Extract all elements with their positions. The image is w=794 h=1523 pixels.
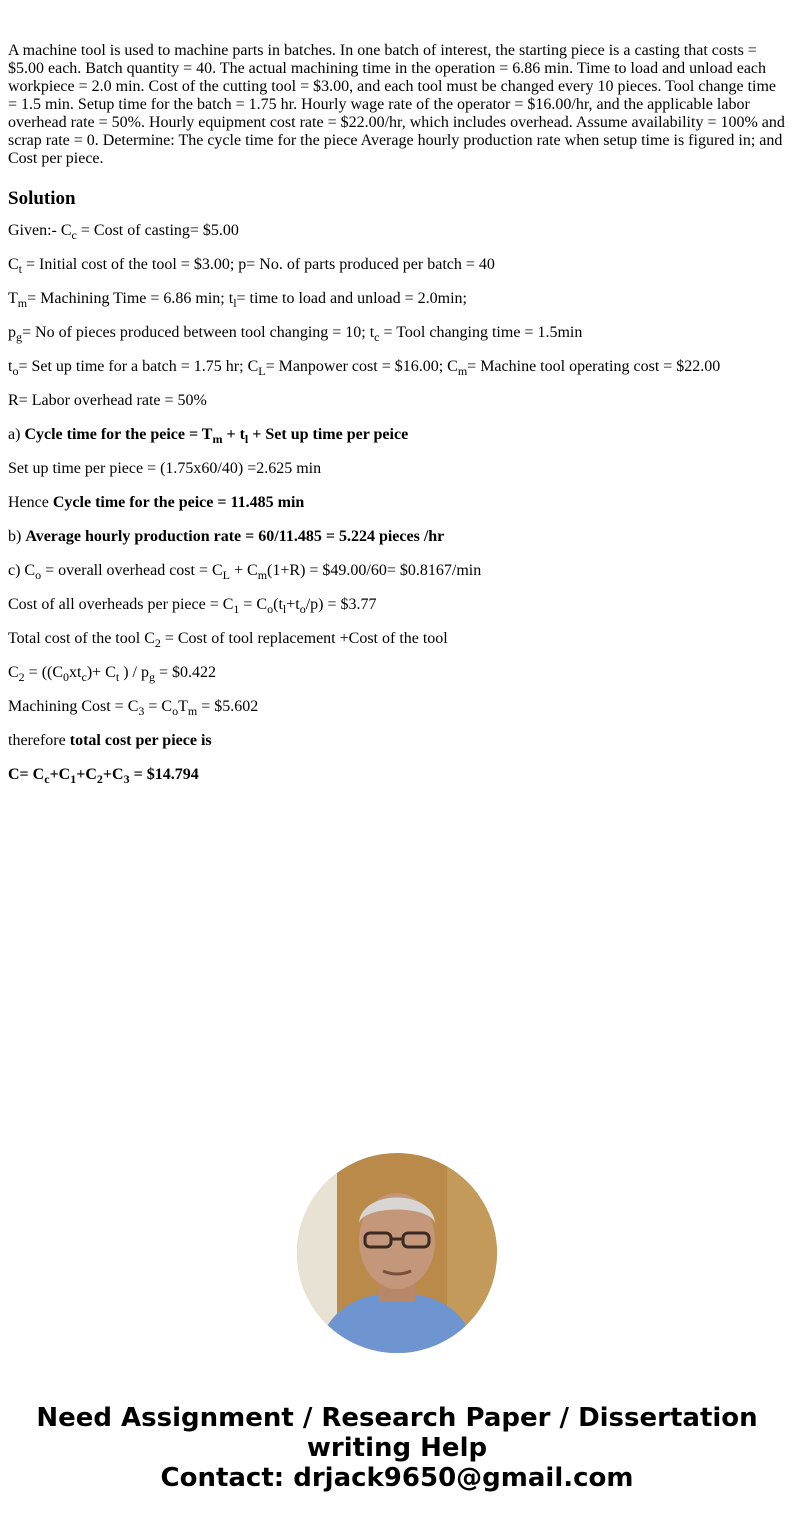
part-a-result: Hence Cycle time for the peice = 11.485 min bbox=[8, 494, 305, 511]
problem-statement: A machine tool is used to machine parts in batches. In one batch of interest, the starting piece is a casting that costs = $5.00 each. Batch quantity = 40. The actual machining time in the operation = 6.86 min. Time to load and unload each workpiece = 2.0 min. Cost of the cutting tool = $3.00, and each tool must be changed every 10 pieces. Tool change time = 1.5 min. Setup time for the batch = 1.75 hr. Hourly wage rate of the operator = $16.00/hr, and the applicable labor overhead rate = 50%. Hourly equipment cost rate = $22.00/hr, which includes overhead. Assume availability = 100% and scrap rate = 0. Determine: The cycle time for the piece Average hourly production rate when setup time is figured in; and Cost per piece. bbox=[8, 42, 785, 167]
part-c-machining-cost: Machining Cost = $C_3 = C_oT_m$ = $5.602 bbox=[8, 698, 259, 718]
given-machining-time: $T_m=$ Machining Time = 6.86 min; $t_l=$ time to load and unload = 2.0min; bbox=[8, 290, 467, 310]
part-a-title: a) Cycle time for the peice = $T_m + t_l$ + Set up time per peice bbox=[8, 426, 409, 446]
part-a-setup: Set up time per piece = (1.75x60/40) =2.625 min bbox=[8, 460, 322, 477]
given-tool-change: $p_g= No$ of pieces produced between tool changing = 10; $t_c$ = Tool changing time = 1.5min bbox=[8, 324, 583, 344]
footer-line-1: Need Assignment / Research Paper / Dissertation bbox=[36, 1403, 758, 1433]
footer-line-2: writing Help bbox=[306, 1433, 488, 1463]
part-c-tool-cost-desc: Total cost of the tool $C_2$ = Cost of tool replacement +Cost of the tool bbox=[8, 630, 448, 650]
given-tool-cost: $C_t$ = Initial cost of the tool = $3.00; p= No. of parts produced per batch = 40 bbox=[8, 256, 495, 276]
footer-contact-email: Contact: drjack9650@gmail.com bbox=[160, 1463, 634, 1493]
part-c-overhead-per-piece: Cost of all overheads per piece = $C_1 = C_o(t_l+t_o/p)$ = $3.77 bbox=[8, 596, 377, 616]
given-overhead-rate: R= Labor overhead rate = 50% bbox=[8, 392, 207, 409]
avatar-portrait bbox=[297, 1153, 497, 1353]
part-c-total: $C= C_c+C_1+C_2+C_3$ = $14.794 bbox=[8, 766, 199, 786]
part-b-result: b) Average hourly production rate = 60/11.485 = 5.224 pieces /hr bbox=[8, 528, 445, 545]
given-setup-costs: $t_o=$ Set up time for a batch = 1.75 hr; $C_L=$ Manpower cost = $16.00; $C_m=$ Machine tool operating cost = $22.00 bbox=[8, 358, 721, 378]
document-body bbox=[8, 42, 786, 800]
part-c-overhead: c) $C_o$ = overall overhead $\cos t = C_L + C_m(1+R)$ = $49.00/60= $0.8167/min bbox=[8, 562, 482, 582]
footer-contact bbox=[0, 1403, 794, 1493]
part-c-tool-cost: $C_2 = ((C_0xt_c)+ C_t$ ) / $p_g$ = $0.422 bbox=[8, 664, 216, 684]
solution-heading: Solution bbox=[8, 188, 76, 209]
author-avatar bbox=[297, 1153, 497, 1353]
given-casting: Given:- $C_c$ = Cost of casting= $5.00 bbox=[8, 222, 239, 242]
part-c-therefore: therefore total cost per piece is bbox=[8, 732, 212, 749]
